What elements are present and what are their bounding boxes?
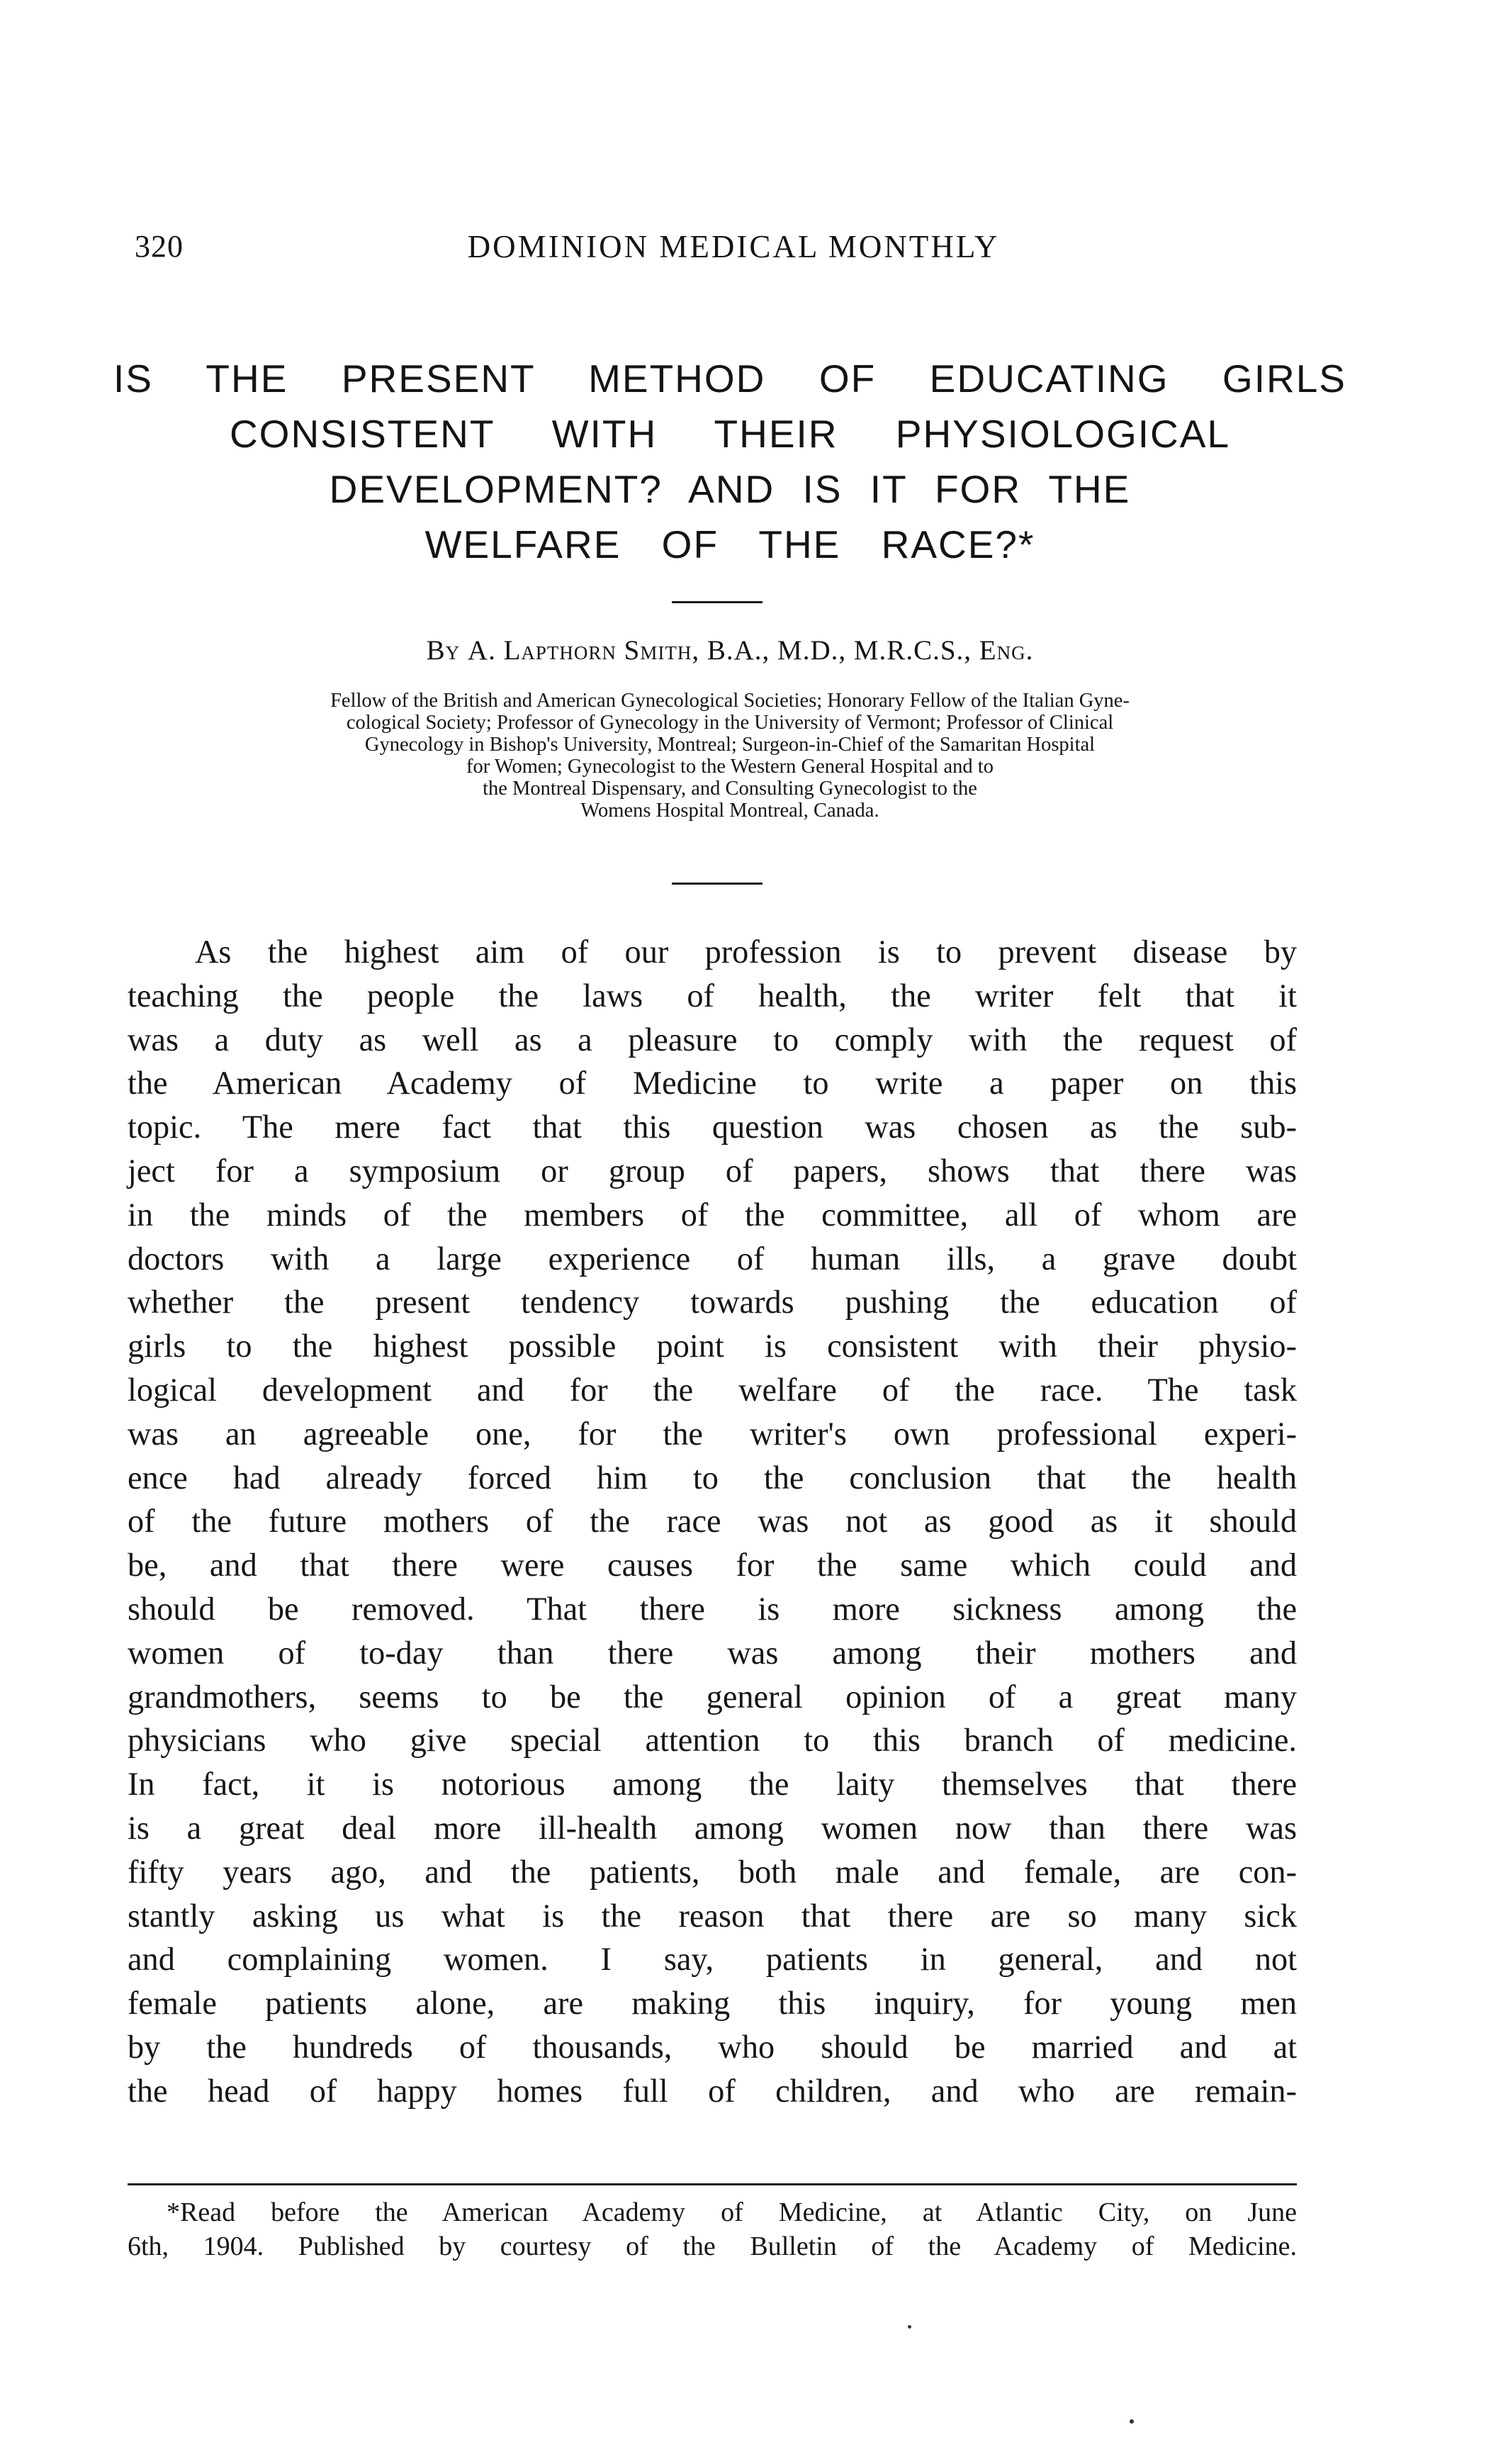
article-title <box>113 351 1346 572</box>
body-line: female patients alone, are making this inquiry, for young men <box>128 1986 1297 2022</box>
body-line: the head of happy homes full of children, and who are remain- <box>128 2073 1297 2110</box>
body-line: teaching the people the laws of health, the writer felt that it <box>128 978 1297 1014</box>
author-credentials <box>128 690 1332 822</box>
body-line: topic. The mere fact that this question was chosen as the sub- <box>128 1109 1297 1146</box>
credentials-line: for Women; Gynecologist to the Western General Hospital and to <box>466 756 994 778</box>
body-line: In fact, it is notorious among the laity themselves that there <box>128 1766 1297 1803</box>
title-line: DEVELOPMENT? AND IS IT FOR THE <box>329 467 1131 511</box>
byline-by: By <box>426 635 461 666</box>
body-line: stantly asking us what is the reason that there are so many sick <box>128 1898 1297 1934</box>
body-line: logical development and for the welfare of the race. The task <box>128 1372 1297 1409</box>
author-degrees: , B.A., M.D., M.R.C.S., Eng. <box>692 635 1034 666</box>
credentials-line: Gynecology in Bishop's University, Montreal; Surgeon-in-Chief of the Samaritan Hospital <box>364 734 1096 756</box>
title-line: WELFARE OF THE RACE?* <box>424 522 1035 566</box>
body-line: grandmothers, seems to be the general opinion of a great many <box>128 1679 1297 1715</box>
byline <box>113 634 1346 666</box>
body-line: girls to the highest possible point is consistent with their physio- <box>128 1328 1297 1365</box>
body-line: ject for a symposium or group of papers, shows that there was <box>128 1153 1297 1189</box>
page-number: 320 <box>135 229 184 264</box>
credentials-line: cological Society; Professor of Gynecology in the University of Vermont; Professor of Clinical <box>346 712 1114 734</box>
journal-title: DOMINION MEDICAL MONTHLY <box>467 229 1000 264</box>
credentials-line: Womens Hospital Montreal, Canada. <box>580 800 879 822</box>
footnote-line: 6th, 1904. Published by courtesy of the Bulletin of the Academy of Medicine. <box>128 2231 1297 2261</box>
body-line: of the future mothers of the race was not as good as it should <box>128 1503 1297 1540</box>
body-line: fifty years ago, and the patients, both male and female, are con- <box>128 1854 1297 1891</box>
body-line: ence had already forced him to the conclusion that the health <box>128 1460 1297 1496</box>
title-divider <box>672 601 763 603</box>
body-line: was a duty as well as a pleasure to comply with the request of <box>128 1021 1297 1058</box>
credentials-line: Fellow of the British and American Gynecological Societies; Honorary Fellow of the Italian Gyne- <box>330 690 1130 712</box>
article-body <box>128 931 1297 2114</box>
footnote-line: *Read before the American Academy of Medicine, at Atlantic City, on June <box>167 2197 1297 2227</box>
body-line: by the hundreds of thousands, who should be married and at <box>128 2029 1297 2066</box>
byline-divider <box>672 883 763 885</box>
body-line: whether the present tendency towards pushing the education of <box>128 1284 1297 1321</box>
print-speck <box>908 2325 911 2329</box>
body-line: is a great deal more ill-health among women now than there was <box>128 1810 1297 1847</box>
print-speck <box>1130 2419 1134 2424</box>
body-line: should be removed. That there is more sickness among the <box>128 1591 1297 1628</box>
credentials-line: the Montreal Dispensary, and Consulting Gynecologist to the <box>483 778 977 800</box>
title-line: IS THE PRESENT METHOD OF EDUCATING GIRLS <box>113 357 1346 401</box>
body-line: in the minds of the members of the committee, all of whom are <box>128 1197 1297 1233</box>
running-head <box>135 228 1332 271</box>
body-line: women of to-day than there was among their mothers and <box>128 1635 1297 1671</box>
title-line: CONSISTENT WITH THEIR PHYSIOLOGICAL <box>229 412 1231 456</box>
body-line: As the highest aim of our profession is to prevent disease by <box>195 934 1297 970</box>
footnote <box>128 2195 1297 2263</box>
body-line: and complaining women. I say, patients in general, and not <box>128 1942 1297 1978</box>
body-line: doctors with a large experience of human ills, a grave doubt <box>128 1241 1297 1277</box>
body-line: the American Academy of Medicine to write a paper on this <box>128 1065 1297 1102</box>
body-line: be, and that there were causes for the same which could and <box>128 1547 1297 1584</box>
author-name: A. Lapthorn Smith <box>467 635 692 666</box>
body-line: was an agreeable one, for the writer's own professional experi- <box>128 1416 1297 1452</box>
body-line: physicians who give special attention to this branch of medicine. <box>128 1723 1297 1759</box>
footnote-rule <box>128 2183 1297 2185</box>
